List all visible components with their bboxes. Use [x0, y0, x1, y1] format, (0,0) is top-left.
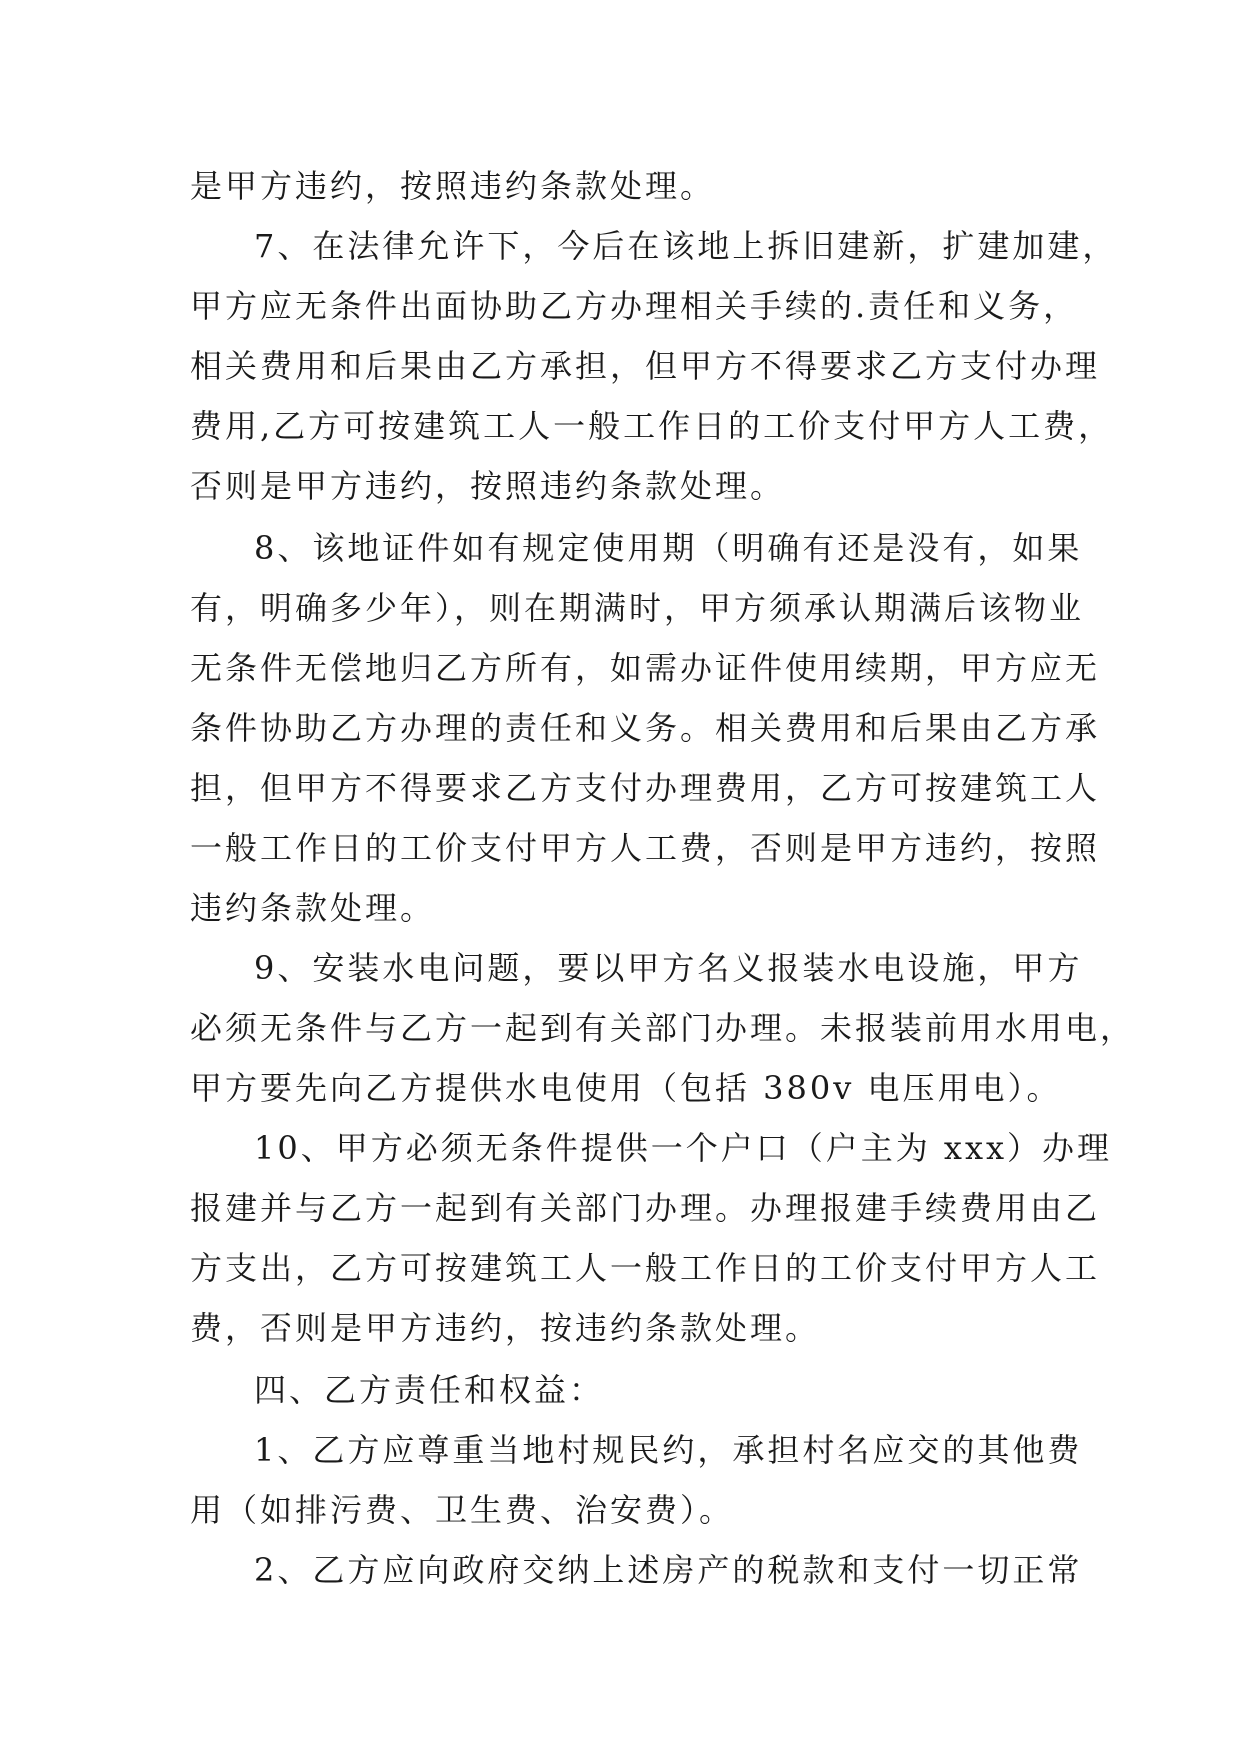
clause-9-line: 9、安装水电问题，要以甲方名义报装水电设施，甲方: [254, 949, 1083, 987]
text-line: 条件协助乙方办理的责任和义务。相关费用和后果由乙方承: [190, 709, 1101, 747]
text-line: 有，明确多少年），则在期满时，甲方须承认期满后该物业: [190, 589, 1085, 627]
text-line: 费用,乙方可按建筑工人一般工作日的工价支付甲方人工费，: [190, 407, 1114, 445]
text-line: 甲方要先向乙方提供水电使用（包括 380v 电压用电）。: [190, 1069, 1062, 1107]
clause-1-line: 1、乙方应尊重当地村规民约，承担村名应交的其他费: [254, 1431, 1083, 1469]
text-line: 无条件无偿地归乙方所有，如需办证件使用续期，甲方应无: [190, 649, 1101, 687]
clause-7-line: 7、在法律允许下，今后在该地上拆旧建新，扩建加建，: [254, 227, 1118, 265]
text-line: 报建并与乙方一起到有关部门办理。办理报建手续费用由乙: [190, 1189, 1101, 1227]
text-line: 是甲方违约，按照违约条款处理。: [190, 167, 716, 205]
text-line: 否则是甲方违约，按照违约条款处理。: [190, 467, 786, 505]
text-line: 甲方应无条件出面协助乙方办理相关手续的.责任和义务，: [190, 287, 1079, 325]
text-line: 费，否则是甲方违约，按违约条款处理。: [190, 1309, 821, 1347]
text-line: 违约条款处理。: [190, 889, 436, 927]
text-line: 一般工作日的工价支付甲方人工费，否则是甲方违约，按照: [190, 829, 1101, 867]
clause-10-line: 10、甲方必须无条件提供一个户口（户主为 xxx）办理: [254, 1129, 1113, 1167]
text-line: 相关费用和后果由乙方承担，但甲方不得要求乙方支付办理: [190, 347, 1101, 385]
text-line: 用（如排污费、卫生费、治安费）。: [190, 1491, 735, 1529]
text-line: 方支出，乙方可按建筑工人一般工作日的工价支付甲方人工: [190, 1249, 1101, 1287]
clause-2-line: 2、乙方应向政府交纳上述房产的税款和支付一切正常: [254, 1551, 1083, 1589]
text-line: 担，但甲方不得要求乙方支付办理费用，乙方可按建筑工人: [190, 769, 1101, 807]
clause-8-line: 8、该地证件如有规定使用期（明确有还是没有，如果: [254, 529, 1083, 567]
section-heading: 四、乙方责任和权益：: [254, 1371, 605, 1409]
text-line: 必须无条件与乙方一起到有关部门办理。未报装前用水用电，: [190, 1009, 1136, 1047]
